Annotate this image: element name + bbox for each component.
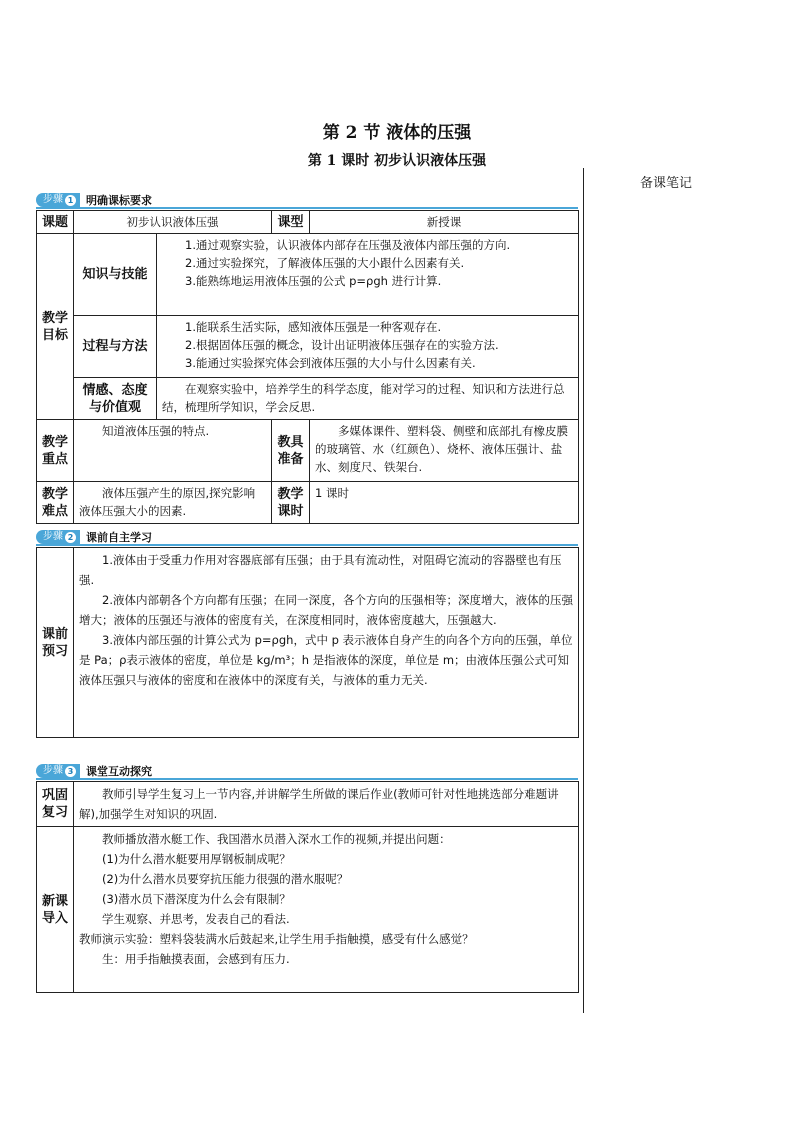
preview-label: 课前预习	[37, 548, 74, 738]
diff-value: 液体压强产生的原因,探究影响液体压强大小的因素.	[74, 482, 272, 524]
diff-label: 教学难点	[37, 482, 74, 524]
step1-underline	[36, 207, 578, 209]
step2-label: 课前自主学习	[86, 531, 152, 544]
tool-value: 多媒体课件、塑料袋、侧壁和底部扎有橡皮膜的玻璃管、水（红颜色）、烧杯、液体压强计、盐水、刻度尺、铁架台.	[310, 420, 579, 482]
step1-label: 明确课标要求	[86, 194, 152, 207]
step2-badge: 步骤 2	[36, 530, 80, 544]
preview-item-2: 2.液体内部朝各个方向都有压强；在同一深度，各个方向的压强相等；深度增大，液体的压强增大；液体的压强还与液体的密度有关，在深度相同时，液体密度越大，压强越大.	[79, 593, 573, 627]
intro-demo: 教师演示实验：塑料袋装满水后鼓起来,让学生用手指触摸，感受有什么感觉？	[79, 932, 474, 946]
review-content: 教师引导学生复习上一节内容,并讲解学生所做的课后作业(教师可针对性地挑选部分难题讲解),加强学生对知识的巩固.	[74, 782, 579, 827]
hour-label: 教学课时	[272, 482, 310, 524]
step3-label: 课堂互动探究	[86, 765, 152, 778]
margin-divider	[583, 168, 584, 1013]
review-label: 巩固复习	[37, 782, 74, 827]
step2-number-icon: 2	[65, 532, 76, 543]
intro-line: (2)为什么潜水员要穿抗压能力很强的潜水服呢？	[102, 872, 349, 886]
key-label: 教学重点	[37, 420, 74, 482]
course-label: 课题	[37, 211, 74, 234]
process-label: 过程与方法	[74, 316, 157, 378]
notes-label: 备课笔记	[640, 176, 693, 191]
page-subtitle: 第 1 课时 初步认识液体压强	[307, 153, 487, 169]
step3-table	[36, 781, 579, 993]
step1-badge: 步骤 1	[36, 193, 80, 207]
step1-number-icon: 1	[65, 195, 76, 206]
type-value: 新授课	[310, 211, 579, 234]
intro-content	[74, 827, 579, 993]
intro-line: 学生观察、并思考，发表自己的看法.	[102, 912, 290, 926]
emotion-content: 在观察实验中，培养学生的科学态度，能对学习的过程、知识和方法进行总结，梳理所学知识，学会反思.	[157, 378, 579, 420]
step3-header	[36, 763, 152, 779]
knowledge-content	[157, 234, 579, 316]
step1-header	[36, 192, 152, 208]
step3-badge: 步骤 3	[36, 764, 80, 778]
goal-label: 教学目标	[37, 234, 74, 420]
step3-number-icon: 3	[65, 766, 76, 777]
intro-label: 新课导入	[37, 827, 74, 993]
preview-item-1: 1.液体由于受重力作用对容器底部有压强；由于具有流动性，对阻碍它流动的容器壁也有压强.	[79, 553, 562, 587]
process-item: 3.能通过实验探究体会到液体压强的大小与什么因素有关.	[185, 356, 476, 370]
knowledge-item: 2.通过实验探究，了解液体压强的大小跟什么因素有关.	[185, 256, 465, 270]
step3-underline	[36, 778, 578, 780]
page-title: 第 2 节 液体的压强	[322, 123, 472, 143]
course-value: 初步认识液体压强	[74, 211, 272, 234]
type-label: 课型	[272, 211, 310, 234]
intro-line: 教师播放潜水艇工作、我国潜水员潜入深水工作的视频,并提出问题：	[102, 832, 451, 846]
preview-content	[74, 548, 579, 738]
process-content	[157, 316, 579, 378]
process-item: 2.根据固体压强的概念，设计出证明液体压强存在的实验方法.	[185, 338, 499, 352]
knowledge-label: 知识与技能	[74, 234, 157, 316]
hour-value: 1 课时	[310, 482, 579, 524]
step1-table	[36, 210, 579, 524]
emotion-label: 情感、态度与价值观	[74, 378, 157, 420]
intro-line: (3)潜水员下潜深度为什么会有限制？	[102, 892, 291, 906]
knowledge-item: 1.通过观察实验，认识液体内部存在压强及液体内部压强的方向.	[185, 238, 511, 252]
process-item: 1.能联系生活实际，感知液体压强是一种客观存在.	[185, 320, 442, 334]
intro-line: (1)为什么潜水艇要用厚钢板制成呢？	[102, 852, 291, 866]
preview-item-3: 3.液体内部压强的计算公式为 p=ρgh，式中 p 表示液体自身产生的向各个方向的压强，单位是 Pa；ρ表示液体的密度，单位是 kg/m³；h 是指液体的深度，单位是 m；由液体压强公式可知液体压强只与液体的密度和在液体中的深度有关，与液体的重力无关.	[79, 633, 573, 687]
knowledge-item: 3.能熟练地运用液体压强的公式 p=ρgh 进行计算.	[185, 274, 442, 288]
step2-underline	[36, 544, 578, 546]
step2-table	[36, 547, 579, 738]
intro-answer: 生：用手指触摸表面，会感到有压力.	[102, 952, 290, 966]
key-value: 知道液体压强的特点.	[74, 420, 272, 482]
step2-header	[36, 529, 152, 545]
tool-label: 教具准备	[272, 420, 310, 482]
